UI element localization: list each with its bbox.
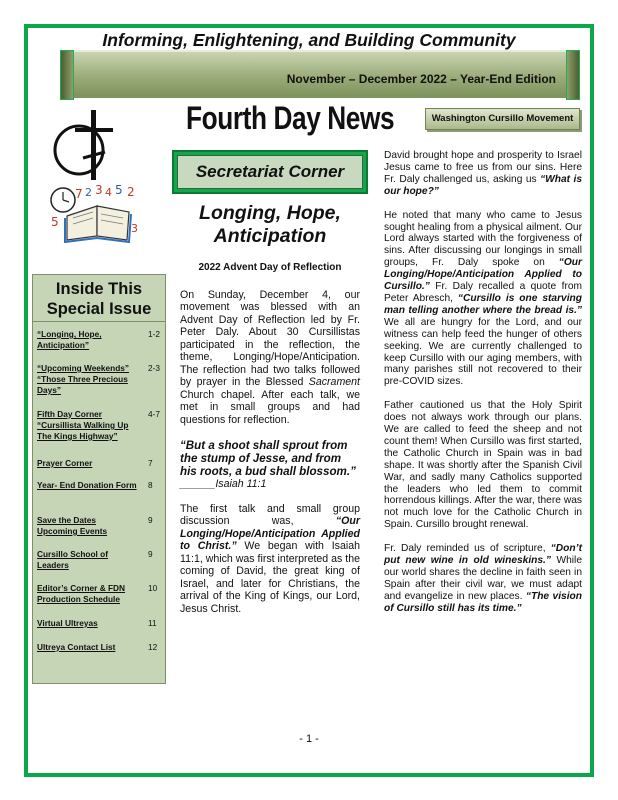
article-title	[180, 202, 360, 248]
paragraph-emphasis: Sacrament	[308, 376, 360, 388]
toc-item-pages: 12	[148, 642, 158, 652]
article-title-line1: Longing, Hope,	[199, 202, 341, 224]
paragraph-emphasis: “Our Longing/Hope/Anticipation Applied to Cursillo.”	[384, 257, 582, 293]
toc-item-title[interactable]: Editor’s Corner & FDN Production Schedule	[37, 583, 126, 604]
paragraph-text: While our world shares the decline in faith seen in Spain after their civil war, we must adapt and evangelize in new places.	[384, 555, 582, 602]
paragraph-emphasis: “Don’t put new wine in old wineskins.”	[384, 543, 582, 567]
banner-left-cap	[60, 50, 74, 100]
toc-item-pages: 7	[148, 458, 153, 468]
paragraph-text: David brought hope and prosperity to Israel Jesus came to free us from our sins. Here Fr. Daly challenged us, asking us	[384, 150, 582, 185]
toc-item-title[interactable]: Cursillo School of Leaders	[37, 549, 108, 570]
sidebar-title-line1: Inside This	[55, 280, 143, 298]
paragraph-emphasis: “Our Longing/Hope/Anticipation Applied to Christ.”	[180, 515, 360, 552]
scripture-reference: ______Isaiah 11:1	[180, 478, 267, 490]
toc-item-title[interactable]: Year- End Donation Form	[37, 480, 137, 490]
cursillo-logo-icon	[45, 108, 145, 243]
paragraph-text: Fr. Daly recalled a quote from Peter Abresch,	[384, 281, 582, 304]
edition-text: November – December 2022 – Year-End Edition	[286, 72, 556, 86]
svg-text:3: 3	[131, 222, 138, 235]
article-column-1	[180, 202, 360, 615]
sidebar-title	[33, 275, 165, 322]
paragraph	[384, 150, 582, 198]
toc-item-title[interactable]: Virtual Ultreyas	[37, 618, 98, 628]
svg-text:7: 7	[75, 187, 83, 201]
section-title: Secretariat Corner	[177, 155, 363, 189]
paragraph: Father cautioned us that the Holy Spirit does not always work through our plans. We are called to feed the sheep and not count them! When Cursillo was first started, the Catholic Church in Spain was in bad shape. It was shortly after the Spanish Civil War, and sadly many Catholics supported the leaders who led them to commit horrendous killings. After the war, there was not much love for the Catholic Church in Spain. Cursillo brought renewal.	[384, 400, 582, 531]
paragraph-text: We began with Isaiah 11:1, which was first interpreted as the coming of David, the great king of Israel, and later for Christians, the arrival of the King of Kings, our Lord, Jesus Christ.	[180, 540, 360, 615]
toc-item-pages: 4-7	[148, 409, 160, 419]
page-number: - 1 -	[299, 733, 319, 745]
paragraph-emphasis: “What is our hope?”	[384, 173, 583, 197]
paragraph	[384, 210, 582, 389]
paragraph-text: Church chapel. After each talk, we met in small groups and had questions for reflection.	[180, 388, 360, 426]
paragraph-text: The first talk and small group discussion was,	[180, 502, 360, 527]
toc-item-title[interactable]: Save the Dates Upcoming Events	[37, 515, 108, 536]
banner-right-cap	[566, 50, 580, 100]
svg-text:5: 5	[115, 183, 123, 197]
edition-banner	[62, 50, 578, 98]
paragraph	[180, 503, 360, 616]
paragraph-emphasis: “The vision of Cursillo still has its time.”	[384, 590, 582, 614]
toc-item-pages: 2-3	[148, 363, 160, 373]
paragraph-emphasis: “Cursillo is one starving man telling another where the bread is.”	[384, 292, 582, 316]
svg-text:5: 5	[51, 215, 59, 229]
paragraph	[180, 289, 360, 427]
sidebar-title-line2: Special Issue	[46, 300, 152, 318]
svg-text:2: 2	[85, 186, 92, 199]
tagline: Informing, Enlightening, and Building Community	[102, 30, 516, 50]
scripture-quote: “But a shoot shall sprout from the stump of Jesse, and from his roots, a bud shall blossom.”	[180, 439, 356, 478]
section-header-box	[172, 150, 368, 194]
svg-text:3: 3	[95, 183, 103, 197]
toc-item-pages: 9	[148, 549, 153, 559]
paragraph-text: He noted that many who came to Jesus sought healing from a physical ailment. Our Lord always started with the forgiveness of sins. After discussing our longings in small groups, Fr. Daly spoke on	[384, 209, 582, 269]
toc-item-title[interactable]: Ultreya Contact List	[37, 642, 116, 652]
article-title-line2: Anticipation	[213, 225, 327, 247]
svg-text:2: 2	[127, 185, 135, 199]
toc-item-title[interactable]: Prayer Corner	[37, 458, 93, 468]
article-subtitle: 2022 Advent Day of Reflection	[198, 262, 342, 273]
masthead-title: Fourth Day News	[186, 100, 395, 136]
paragraph-text: On Sunday, December 4, our movement was blessed with an Advent Day of Reflection led by Fr. Peter Daly. About 30 Cursillistas participated in the reflection, the theme, Longing/Hope/Anticipation. The reflection had two talks followed by prayer in the Blessed	[180, 288, 360, 388]
inside-issue-sidebar	[32, 274, 166, 684]
toc-item-pages: 1-2	[148, 329, 160, 339]
paragraph	[384, 543, 582, 614]
toc-item-pages: 11	[148, 618, 157, 628]
toc-item-title[interactable]: “Upcoming Weekends” “Those Three Precious Days”	[37, 363, 130, 395]
paragraph-text: Fr. Daly reminded us of scripture,	[384, 543, 551, 555]
paragraph-text: We all are hungry for the Lord, and our witness can help feed the hunger of others seeking. We are currently challenged to keep Cursillo with our aging members, with many parishes still not recovered to their pre-COVID sizes.	[384, 316, 582, 388]
toc-item-pages: 9	[148, 515, 153, 525]
org-badge: Washington Cursillo Movement	[425, 108, 580, 130]
svg-text:4: 4	[105, 186, 112, 199]
toc-item-pages: 10	[148, 583, 158, 593]
toc-item-pages: 8	[148, 480, 153, 490]
toc-item-title[interactable]: “Longing, Hope, Anticipation”	[37, 329, 102, 350]
toc-item-title[interactable]: Fifth Day Corner “Cursillista Walking Up The Kings Highway”	[37, 409, 129, 441]
article-column-2	[384, 150, 582, 615]
